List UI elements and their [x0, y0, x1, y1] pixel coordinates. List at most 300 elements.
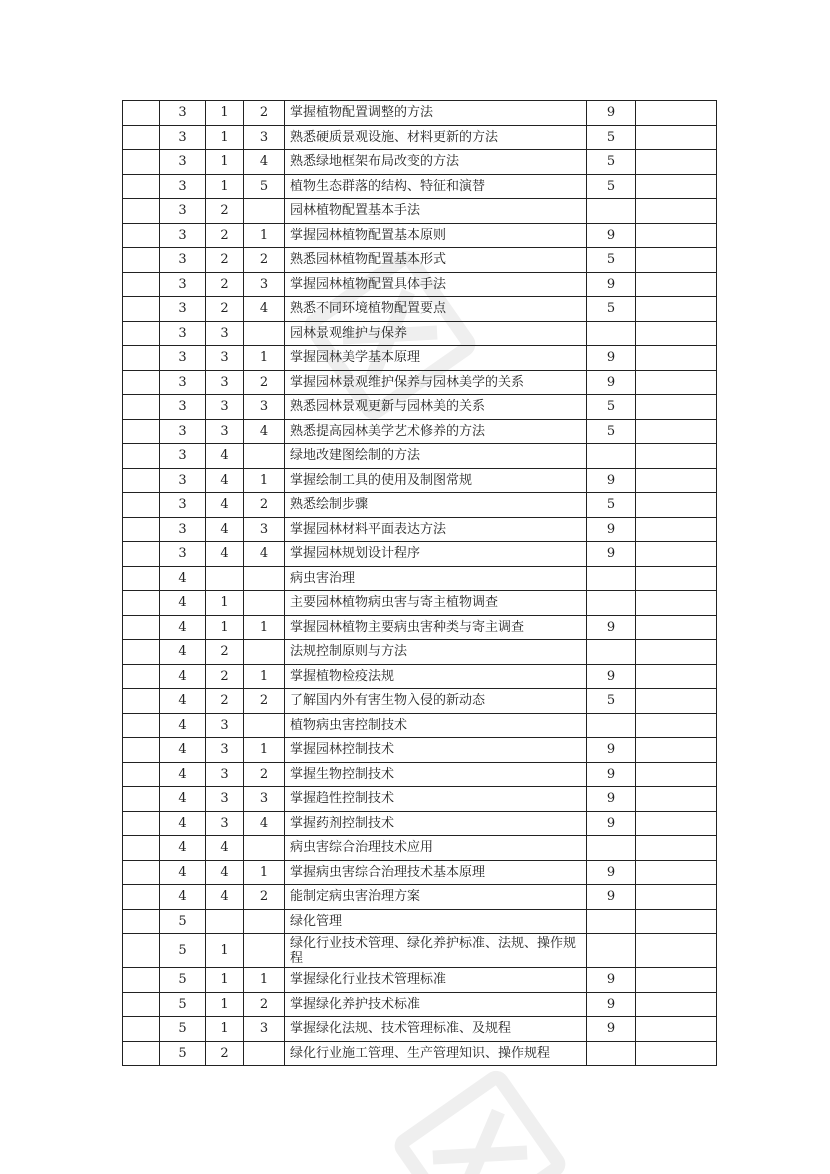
level-3-cell: 2 [244, 248, 285, 273]
level-3-cell: 2 [244, 493, 285, 518]
level-3-cell: 4 [244, 297, 285, 322]
blank-cell [123, 468, 160, 493]
table-row [123, 346, 717, 371]
content-cell: 园林景观维护与保养 [285, 321, 587, 346]
level-2-cell: 3 [206, 370, 244, 395]
level-3-cell [244, 444, 285, 469]
level-1-cell: 4 [160, 836, 206, 861]
blank-cell [123, 517, 160, 542]
table-row [123, 174, 717, 199]
level-1-cell: 4 [160, 885, 206, 910]
table-row [123, 370, 717, 395]
table-row [123, 566, 717, 591]
level-2-cell: 3 [206, 738, 244, 763]
level-2-cell: 4 [206, 836, 244, 861]
weight-cell [587, 566, 636, 591]
level-1-cell: 4 [160, 591, 206, 616]
content-cell: 掌握园林植物主要病虫害种类与寄主调查 [285, 615, 587, 640]
content-cell: 掌握园林规划设计程序 [285, 542, 587, 567]
content-cell: 熟悉硬质景观设施、材料更新的方法 [285, 125, 587, 150]
level-3-cell: 4 [244, 419, 285, 444]
level-1-cell: 3 [160, 101, 206, 126]
table-row [123, 125, 717, 150]
level-1-cell: 3 [160, 321, 206, 346]
level-3-cell [244, 836, 285, 861]
table-row [123, 150, 717, 175]
blank-cell [123, 223, 160, 248]
level-1-cell: 4 [160, 566, 206, 591]
weight-cell [587, 836, 636, 861]
content-cell: 熟悉园林景观更新与园林美的关系 [285, 395, 587, 420]
level-2-cell: 2 [206, 272, 244, 297]
weight-cell: 9 [587, 811, 636, 836]
level-2-cell: 4 [206, 517, 244, 542]
level-3-cell: 3 [244, 517, 285, 542]
note-cell [636, 223, 717, 248]
table-row [123, 787, 717, 812]
level-2-cell: 4 [206, 493, 244, 518]
content-cell: 掌握植物检疫法规 [285, 664, 587, 689]
weight-cell [587, 444, 636, 469]
content-cell: 植物病虫害控制技术 [285, 713, 587, 738]
note-cell [636, 664, 717, 689]
note-cell [636, 395, 717, 420]
blank-cell [123, 992, 160, 1017]
table-row [123, 297, 717, 322]
content-cell: 掌握园林植物配置基本原则 [285, 223, 587, 248]
table-row [123, 493, 717, 518]
level-3-cell: 2 [244, 992, 285, 1017]
table-row [123, 909, 717, 934]
blank-cell [123, 689, 160, 714]
content-cell: 掌握园林美学基本原理 [285, 346, 587, 371]
level-2-cell: 3 [206, 713, 244, 738]
content-cell: 掌握趋性控制技术 [285, 787, 587, 812]
level-2-cell: 3 [206, 395, 244, 420]
blank-cell [123, 860, 160, 885]
blank-cell [123, 713, 160, 738]
level-2-cell [206, 566, 244, 591]
watermark-mark-icon [380, 1070, 580, 1174]
level-1-cell: 3 [160, 468, 206, 493]
level-1-cell: 4 [160, 738, 206, 763]
level-3-cell [244, 1041, 285, 1066]
level-2-cell: 1 [206, 101, 244, 126]
note-cell [636, 811, 717, 836]
content-cell: 掌握绿化法规、技术管理标准、及规程 [285, 1017, 587, 1042]
blank-cell [123, 934, 160, 968]
table-row [123, 395, 717, 420]
note-cell [636, 992, 717, 1017]
blank-cell [123, 174, 160, 199]
content-cell: 病虫害综合治理技术应用 [285, 836, 587, 861]
content-cell: 园林植物配置基本手法 [285, 199, 587, 224]
blank-cell [123, 885, 160, 910]
content-cell: 能制定病虫害治理方案 [285, 885, 587, 910]
content-cell: 绿化行业技术管理、绿化养护标准、法规、操作规程 [285, 934, 587, 968]
level-2-cell: 4 [206, 885, 244, 910]
weight-cell: 9 [587, 468, 636, 493]
note-cell [636, 591, 717, 616]
content-cell: 熟悉提高园林美学艺术修养的方法 [285, 419, 587, 444]
note-cell [636, 713, 717, 738]
blank-cell [123, 591, 160, 616]
level-1-cell: 3 [160, 125, 206, 150]
table-row [123, 542, 717, 567]
table-row [123, 517, 717, 542]
level-3-cell: 1 [244, 860, 285, 885]
weight-cell: 5 [587, 125, 636, 150]
note-cell [636, 566, 717, 591]
table-row [123, 444, 717, 469]
table-row [123, 664, 717, 689]
level-1-cell: 4 [160, 664, 206, 689]
content-cell: 掌握植物配置调整的方法 [285, 101, 587, 126]
blank-cell [123, 419, 160, 444]
content-cell: 植物生态群落的结构、特征和演替 [285, 174, 587, 199]
weight-cell: 9 [587, 968, 636, 993]
level-2-cell: 2 [206, 640, 244, 665]
note-cell [636, 787, 717, 812]
note-cell [636, 321, 717, 346]
blank-cell [123, 787, 160, 812]
blank-cell [123, 248, 160, 273]
level-3-cell: 4 [244, 542, 285, 567]
level-3-cell: 2 [244, 762, 285, 787]
weight-cell: 5 [587, 395, 636, 420]
weight-cell: 9 [587, 738, 636, 763]
level-3-cell: 2 [244, 370, 285, 395]
table-row [123, 223, 717, 248]
level-3-cell [244, 321, 285, 346]
level-1-cell: 3 [160, 395, 206, 420]
level-3-cell [244, 566, 285, 591]
table-row [123, 615, 717, 640]
note-cell [636, 517, 717, 542]
level-3-cell [244, 713, 285, 738]
level-1-cell: 3 [160, 150, 206, 175]
content-cell: 绿化行业施工管理、生产管理知识、操作规程 [285, 1041, 587, 1066]
note-cell [636, 493, 717, 518]
content-cell: 了解国内外有害生物入侵的新动态 [285, 689, 587, 714]
blank-cell [123, 370, 160, 395]
content-cell: 掌握园林植物配置具体手法 [285, 272, 587, 297]
table-row [123, 199, 717, 224]
blank-cell [123, 321, 160, 346]
content-cell: 掌握绘制工具的使用及制图常规 [285, 468, 587, 493]
blank-cell [123, 836, 160, 861]
level-1-cell: 3 [160, 370, 206, 395]
note-cell [636, 909, 717, 934]
blank-cell [123, 762, 160, 787]
content-cell: 掌握药剂控制技术 [285, 811, 587, 836]
table-row [123, 713, 717, 738]
blank-cell [123, 395, 160, 420]
note-cell [636, 444, 717, 469]
level-2-cell: 2 [206, 248, 244, 273]
content-cell: 掌握生物控制技术 [285, 762, 587, 787]
level-3-cell: 3 [244, 395, 285, 420]
level-2-cell: 1 [206, 1017, 244, 1042]
level-1-cell: 5 [160, 1017, 206, 1042]
level-1-cell: 3 [160, 174, 206, 199]
weight-cell: 9 [587, 1017, 636, 1042]
table-row [123, 101, 717, 126]
weight-cell: 5 [587, 419, 636, 444]
level-3-cell: 2 [244, 101, 285, 126]
level-3-cell [244, 934, 285, 968]
note-cell [636, 199, 717, 224]
level-1-cell: 3 [160, 542, 206, 567]
note-cell [636, 419, 717, 444]
note-cell [636, 272, 717, 297]
weight-cell [587, 909, 636, 934]
level-1-cell: 4 [160, 762, 206, 787]
level-1-cell: 4 [160, 713, 206, 738]
level-2-cell: 3 [206, 762, 244, 787]
level-1-cell: 3 [160, 493, 206, 518]
note-cell [636, 174, 717, 199]
weight-cell [587, 321, 636, 346]
level-2-cell: 2 [206, 297, 244, 322]
level-3-cell: 2 [244, 885, 285, 910]
weight-cell: 5 [587, 174, 636, 199]
weight-cell [587, 1041, 636, 1066]
blank-cell [123, 150, 160, 175]
content-cell: 绿地改建图绘制的方法 [285, 444, 587, 469]
content-cell: 掌握园林控制技术 [285, 738, 587, 763]
content-cell: 掌握园林材料平面表达方法 [285, 517, 587, 542]
level-3-cell [244, 591, 285, 616]
level-2-cell: 1 [206, 591, 244, 616]
note-cell [636, 615, 717, 640]
weight-cell [587, 199, 636, 224]
level-1-cell: 5 [160, 909, 206, 934]
level-3-cell: 4 [244, 150, 285, 175]
level-2-cell: 1 [206, 992, 244, 1017]
table-row [123, 640, 717, 665]
blank-cell [123, 1017, 160, 1042]
level-3-cell: 1 [244, 738, 285, 763]
level-1-cell: 4 [160, 689, 206, 714]
weight-cell: 5 [587, 150, 636, 175]
level-3-cell: 3 [244, 787, 285, 812]
weight-cell [587, 640, 636, 665]
level-1-cell: 4 [160, 640, 206, 665]
blank-cell [123, 493, 160, 518]
content-cell: 熟悉绿地框架布局改变的方法 [285, 150, 587, 175]
note-cell [636, 297, 717, 322]
note-cell [636, 101, 717, 126]
blank-cell [123, 640, 160, 665]
note-cell [636, 1017, 717, 1042]
table-row [123, 811, 717, 836]
weight-cell: 9 [587, 615, 636, 640]
note-cell [636, 860, 717, 885]
content-cell: 法规控制原则与方法 [285, 640, 587, 665]
table-row [123, 272, 717, 297]
note-cell [636, 689, 717, 714]
level-2-cell: 4 [206, 468, 244, 493]
level-2-cell: 2 [206, 199, 244, 224]
note-cell [636, 968, 717, 993]
table-row [123, 1041, 717, 1066]
blank-cell [123, 199, 160, 224]
level-1-cell: 3 [160, 248, 206, 273]
blank-cell [123, 909, 160, 934]
table-row [123, 738, 717, 763]
level-1-cell: 3 [160, 223, 206, 248]
weight-cell: 5 [587, 297, 636, 322]
level-2-cell: 4 [206, 860, 244, 885]
level-2-cell: 3 [206, 419, 244, 444]
note-cell [636, 468, 717, 493]
level-1-cell: 5 [160, 1041, 206, 1066]
content-cell: 病虫害治理 [285, 566, 587, 591]
table-row [123, 934, 717, 968]
note-cell [636, 370, 717, 395]
content-cell: 主要园林植物病虫害与寄主植物调查 [285, 591, 587, 616]
level-1-cell: 3 [160, 199, 206, 224]
level-2-cell [206, 909, 244, 934]
weight-cell: 9 [587, 272, 636, 297]
table-row [123, 992, 717, 1017]
level-3-cell: 1 [244, 346, 285, 371]
note-cell [636, 248, 717, 273]
level-3-cell: 4 [244, 811, 285, 836]
weight-cell: 9 [587, 860, 636, 885]
level-1-cell: 4 [160, 860, 206, 885]
content-cell: 熟悉绘制步骤 [285, 493, 587, 518]
level-2-cell: 2 [206, 223, 244, 248]
weight-cell: 9 [587, 223, 636, 248]
table-row [123, 968, 717, 993]
level-3-cell: 1 [244, 615, 285, 640]
table-row [123, 591, 717, 616]
note-cell [636, 640, 717, 665]
blank-cell [123, 738, 160, 763]
note-cell [636, 934, 717, 968]
table-row [123, 468, 717, 493]
blank-cell [123, 125, 160, 150]
weight-cell: 9 [587, 346, 636, 371]
table-row [123, 689, 717, 714]
level-2-cell: 3 [206, 346, 244, 371]
level-2-cell: 3 [206, 321, 244, 346]
level-3-cell [244, 199, 285, 224]
level-2-cell: 1 [206, 174, 244, 199]
level-1-cell: 5 [160, 968, 206, 993]
level-3-cell: 1 [244, 664, 285, 689]
blank-cell [123, 1041, 160, 1066]
level-1-cell: 3 [160, 517, 206, 542]
weight-cell: 9 [587, 542, 636, 567]
content-cell: 掌握绿化行业技术管理标准 [285, 968, 587, 993]
weight-cell: 9 [587, 885, 636, 910]
weight-cell: 9 [587, 992, 636, 1017]
note-cell [636, 1041, 717, 1066]
weight-cell: 9 [587, 787, 636, 812]
level-1-cell: 3 [160, 444, 206, 469]
level-3-cell: 3 [244, 1017, 285, 1042]
blank-cell [123, 566, 160, 591]
table-row [123, 321, 717, 346]
level-1-cell: 3 [160, 419, 206, 444]
level-1-cell: 4 [160, 615, 206, 640]
content-cell: 掌握病虫害综合治理技术基本原理 [285, 860, 587, 885]
note-cell [636, 150, 717, 175]
table-row [123, 1017, 717, 1042]
level-1-cell: 4 [160, 787, 206, 812]
blank-cell [123, 664, 160, 689]
level-1-cell: 4 [160, 811, 206, 836]
level-3-cell: 3 [244, 125, 285, 150]
level-2-cell: 3 [206, 811, 244, 836]
weight-cell: 5 [587, 689, 636, 714]
table-row [123, 248, 717, 273]
level-2-cell: 4 [206, 542, 244, 567]
weight-cell: 9 [587, 370, 636, 395]
weight-cell [587, 934, 636, 968]
note-cell [636, 885, 717, 910]
level-1-cell: 3 [160, 346, 206, 371]
level-2-cell: 1 [206, 968, 244, 993]
weight-cell: 9 [587, 664, 636, 689]
table-row [123, 419, 717, 444]
level-2-cell: 2 [206, 1041, 244, 1066]
level-1-cell: 3 [160, 297, 206, 322]
blank-cell [123, 297, 160, 322]
blank-cell [123, 346, 160, 371]
weight-cell [587, 713, 636, 738]
blank-cell [123, 968, 160, 993]
blank-cell [123, 542, 160, 567]
weight-cell [587, 591, 636, 616]
content-cell: 绿化管理 [285, 909, 587, 934]
blank-cell [123, 101, 160, 126]
blank-cell [123, 444, 160, 469]
note-cell [636, 346, 717, 371]
level-3-cell: 1 [244, 968, 285, 993]
content-cell: 熟悉园林植物配置基本形式 [285, 248, 587, 273]
blank-cell [123, 615, 160, 640]
note-cell [636, 542, 717, 567]
table-row [123, 860, 717, 885]
level-2-cell: 3 [206, 787, 244, 812]
weight-cell: 5 [587, 493, 636, 518]
level-2-cell: 2 [206, 689, 244, 714]
weight-cell: 9 [587, 101, 636, 126]
level-3-cell: 5 [244, 174, 285, 199]
note-cell [636, 762, 717, 787]
table-row [123, 836, 717, 861]
level-2-cell: 2 [206, 664, 244, 689]
content-cell: 熟悉不同环境植物配置要点 [285, 297, 587, 322]
blank-cell [123, 272, 160, 297]
table-row [123, 762, 717, 787]
level-1-cell: 5 [160, 992, 206, 1017]
blank-cell [123, 811, 160, 836]
level-3-cell: 2 [244, 689, 285, 714]
note-cell [636, 836, 717, 861]
content-cell: 掌握园林景观维护保养与园林美学的关系 [285, 370, 587, 395]
level-1-cell: 3 [160, 272, 206, 297]
note-cell [636, 738, 717, 763]
level-3-cell [244, 640, 285, 665]
level-3-cell [244, 909, 285, 934]
table-row [123, 885, 717, 910]
level-3-cell: 1 [244, 223, 285, 248]
